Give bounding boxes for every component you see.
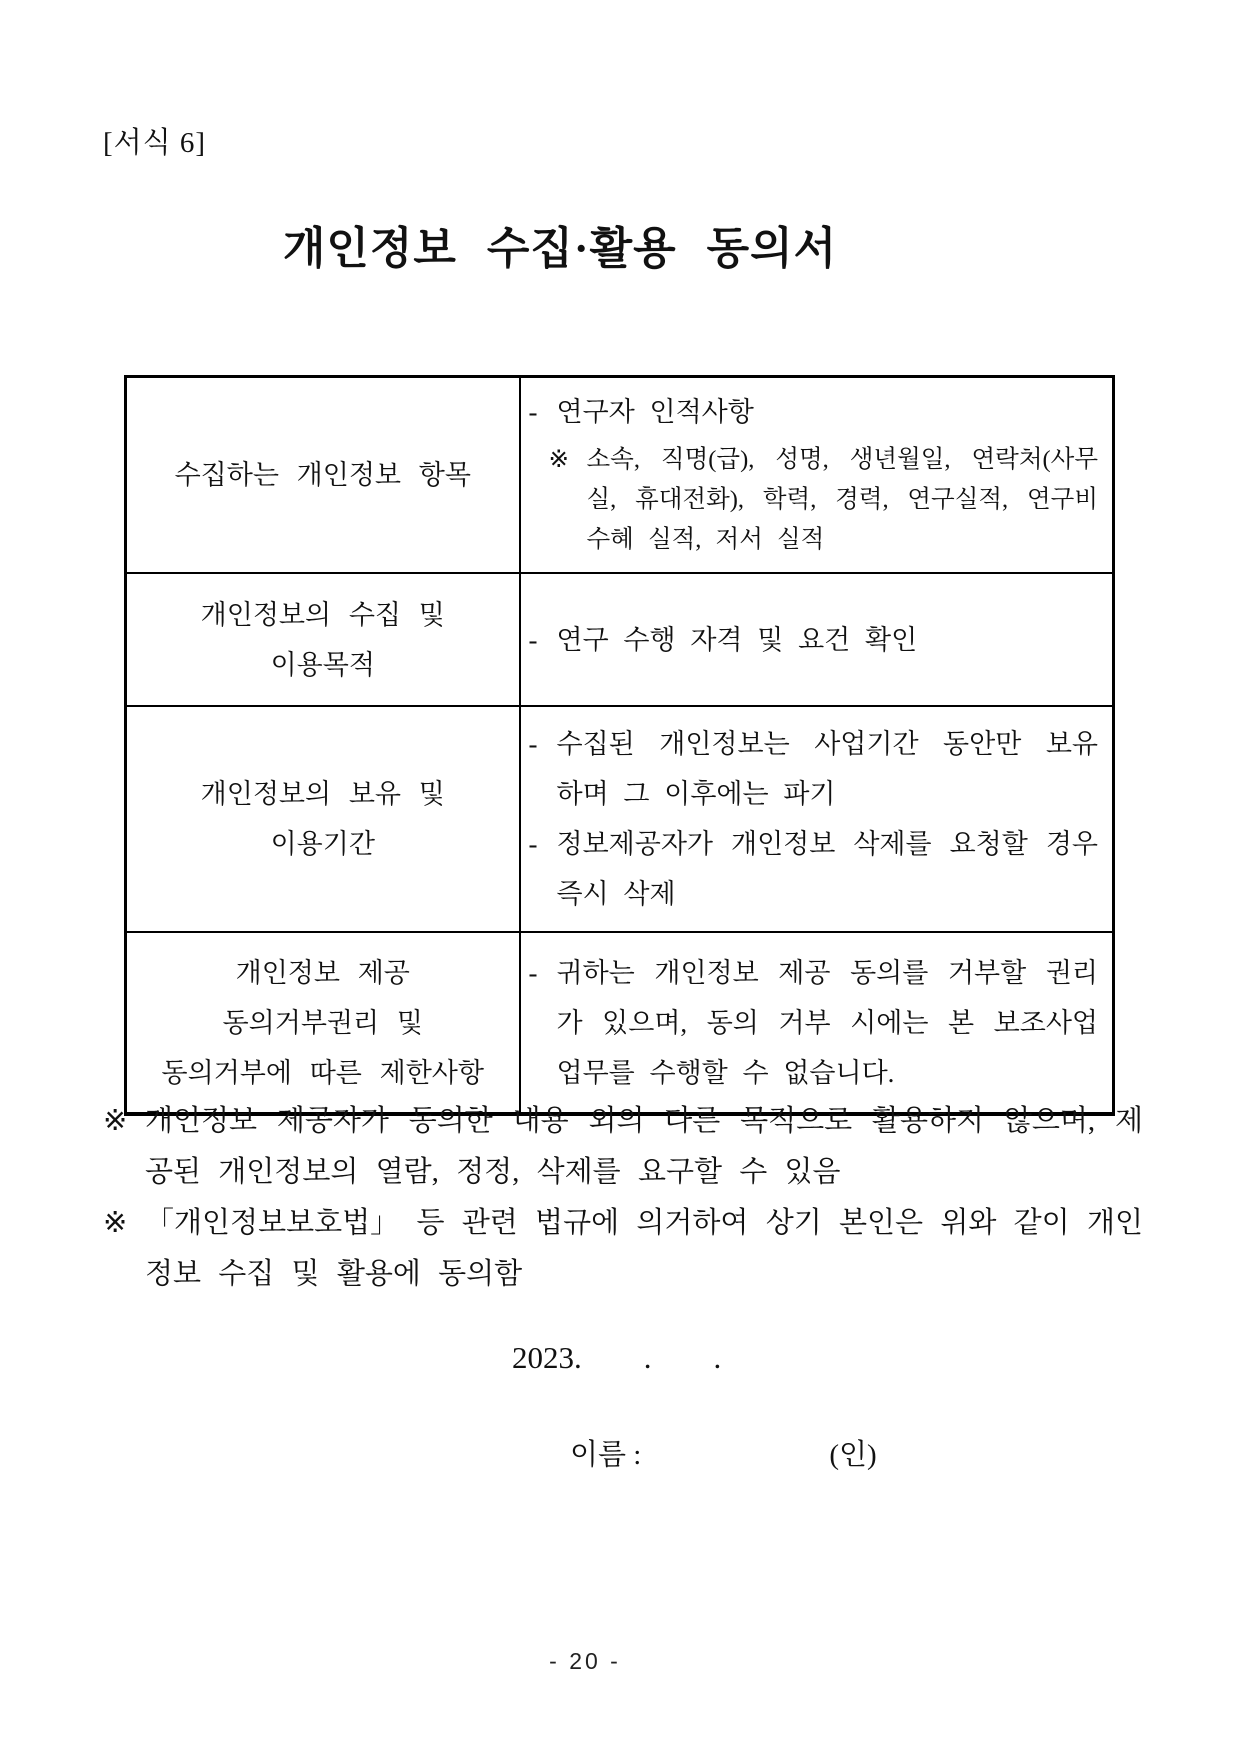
dash-bullet: - <box>528 729 538 759</box>
bullet-item <box>529 819 1099 919</box>
bullet-text: 정보제공자가 개인정보 삭제를 요청할 경우 즉시 삭제 <box>556 829 1098 909</box>
bullet-item <box>529 719 1099 819</box>
footnotes-section <box>103 1096 1143 1300</box>
footnote-usage-limit <box>103 1096 1143 1198</box>
row-label-cell <box>126 932 520 1114</box>
table-row-collected-items <box>126 377 1114 574</box>
form-number-label: [서식 6] <box>103 127 207 159</box>
footnote-text: 개인정보 제공자가 동의한 내용 외의 다른 목적으로 활용하지 않으며, 제공된 개인정보의 열람, 정정, 삭제를 요구할 수 있음 <box>145 1105 1143 1188</box>
page-number: - 20 - <box>549 1648 621 1674</box>
row-content-cell <box>520 377 1114 574</box>
footnote-text: 「개인정보보호법」 등 관련 법규에 의거하여 상기 본인은 위와 같이 개인 정보 수집 및 활용에 동의함 <box>145 1207 1143 1290</box>
reference-mark: ※ <box>103 1105 128 1137</box>
row-label-line-3: 동의거부에 따른 제한사항 <box>161 1057 484 1088</box>
row-label: 수집하는 개인정보 항목 <box>174 460 471 490</box>
row-label-cell <box>126 706 520 932</box>
row-content-cell <box>520 573 1114 706</box>
seal-label: (인) <box>829 1439 877 1471</box>
consent-table <box>124 375 1115 1116</box>
table-row-retention <box>126 706 1114 932</box>
row-label-line-2: 이용목적 <box>270 649 375 680</box>
bullet-text: 연구자 인적사항 <box>556 397 754 427</box>
row-label-line-1: 개인정보 제공 <box>235 957 410 988</box>
row-content-cell <box>520 706 1114 932</box>
row-label-line-1: 개인정보의 수집 및 <box>200 599 445 630</box>
note-text: 소속, 직명(급), 성명, 생년월일, 연락처(사무실, 휴대전화), 학력, 경력, 연구실적, 연구비 수혜 실적, 저서 실적 <box>586 446 1098 553</box>
bullet-item <box>529 948 1099 1098</box>
bullet-text: 수집된 개인정보는 사업기간 동안만 보유 하며 그 이후에는 파기 <box>556 729 1098 809</box>
footnote-consent-statement <box>103 1198 1143 1300</box>
name-label: 이름 : <box>570 1439 642 1471</box>
dash-bullet: - <box>528 397 538 427</box>
dash-bullet: - <box>528 957 538 988</box>
page-title: 개인정보 수집·활용 동의서 <box>282 224 838 273</box>
row-content-cell <box>520 932 1114 1114</box>
row-label-cell <box>126 573 520 706</box>
signature-name-line <box>570 1432 877 1473</box>
signature-date: 2023. . . <box>512 1340 722 1375</box>
row-label-line-2: 동의거부권리 및 <box>222 1007 423 1038</box>
bullet-text: 귀하는 개인정보 제공 동의를 거부할 권리가 있으며, 동의 거부 시에는 본 보조사업 업무를 수행할 수 없습니다. <box>556 957 1098 1088</box>
table-row-purpose <box>126 573 1114 706</box>
note-item <box>549 440 1099 560</box>
row-label-line-2: 이용기간 <box>270 829 375 859</box>
reference-mark: ※ <box>548 446 570 473</box>
bullet-text: 연구 수행 자격 및 요건 확인 <box>556 624 918 655</box>
bullet-item <box>529 390 1099 434</box>
dash-bullet: - <box>528 829 538 859</box>
dash-bullet: - <box>528 624 538 655</box>
row-label-line-1: 개인정보의 보유 및 <box>200 779 445 809</box>
row-label-cell <box>126 377 520 574</box>
reference-mark: ※ <box>103 1207 128 1239</box>
bullet-item <box>529 618 1099 662</box>
table-row-refusal-rights <box>126 932 1114 1114</box>
